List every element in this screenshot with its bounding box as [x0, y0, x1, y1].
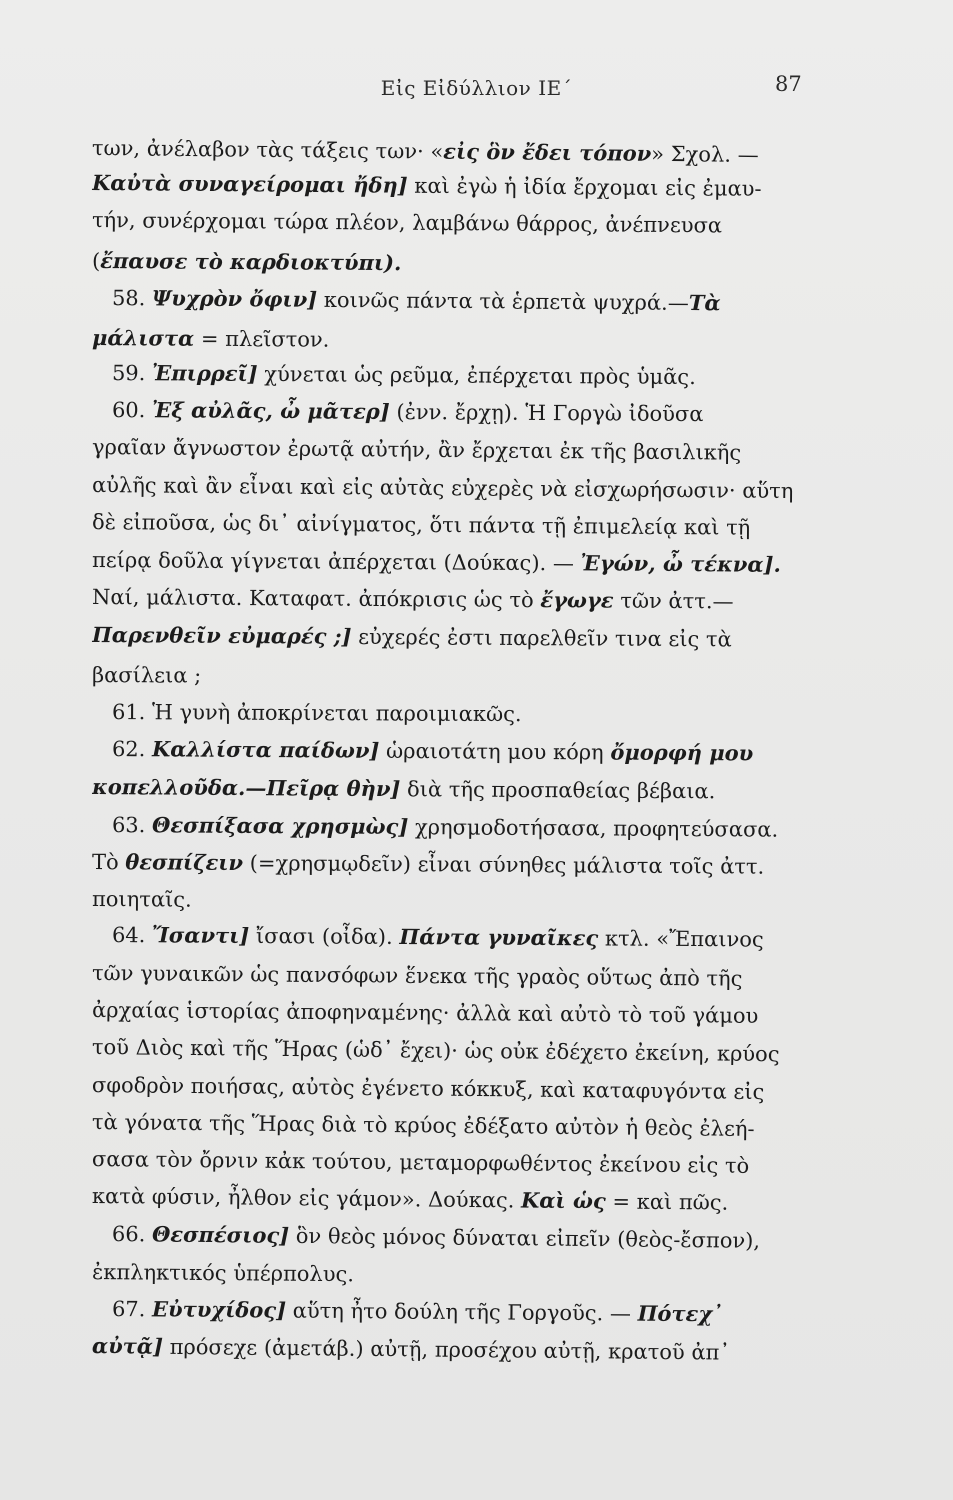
gloss-text: ἀρχαίας ἱστορίας ἀποφηναμένης· ἀλλὰ καὶ αὐτὸ τὸ τοῦ γάμου [91, 998, 759, 1028]
lemma-text: Εὐτυχίδος] [151, 1296, 287, 1323]
gloss-text: » Σχολ. — [651, 141, 759, 167]
gloss-text: = καὶ πῶς. [605, 1189, 729, 1215]
page-number: 87 [775, 72, 802, 96]
gloss-text: Τὸ [91, 850, 126, 875]
text-line [92, 507, 832, 543]
text-line [92, 582, 832, 617]
lemma-text: ὄμορφή μου [610, 739, 754, 766]
gloss-text: ὃν θεὸς μόνος δύναται εἰπεῖν (θεὸς-ἔσπον), [289, 1223, 761, 1253]
gloss-text: 63. [111, 813, 153, 838]
text-line [112, 1219, 852, 1257]
text-line [92, 133, 832, 171]
text-line [112, 810, 852, 845]
text-line [92, 1331, 832, 1369]
gloss-text: καὶ ἐγὼ ἡ ἰδία ἔρχομαι εἰς ἐμαυ- [407, 173, 762, 201]
gloss-text: πρόσεχε (ἀμετάβ.) αὐτῇ, προσέχου αὐτῇ, κρατοῦ ἀπ᾽ [162, 1334, 731, 1365]
gloss-text: 64. [111, 923, 153, 948]
gloss-text: ἐκπληκτικός ὑπέρπολυς. [91, 1260, 355, 1287]
gloss-text: κατὰ φύσιν, ἦλθον εἰς γάμον». Δούκας. [91, 1184, 522, 1213]
lemma-text: Ἐξ αὐλᾶς, ὦ μᾶτερ] [151, 397, 390, 424]
text-line [112, 920, 852, 955]
text-line [112, 358, 852, 393]
gloss-text: πείρᾳ δοῦλα γίγνεται ἀπέρχεται (Δούκας). — [91, 548, 581, 576]
lemma-text: μάλιστα [91, 325, 195, 351]
gloss-text: ποιηταῖς. [91, 887, 192, 912]
lemma-text: Ἐπιρρεῖ] [151, 360, 258, 387]
lemma-text: Τὰ [688, 290, 721, 316]
text-line [92, 545, 832, 580]
gloss-text: εὐχερές ἐστι παρελθεῖν τινα εἰς τὰ [351, 624, 732, 652]
lemma-text: Καὶ ὡς [520, 1187, 606, 1214]
gloss-text: 66. [111, 1222, 153, 1247]
text-line [92, 246, 832, 281]
gloss-text: τῶν γυναικῶν ὡς πανσόφων ἕνεκα τῆς γραὸς οὕτως ἀπὸ τῆς [91, 961, 743, 991]
text-line [92, 1032, 832, 1070]
lemma-text: Παρενθεῖν εὐμαρές ;] [91, 622, 352, 649]
gloss-text: τὰ γόνατα τῆς Ἥρας διὰ τὸ κρύος ἐδέξατο αὐτὸν ἡ θεὸς ἐλεή- [91, 1110, 755, 1141]
text-line [92, 205, 832, 241]
gloss-text: ὡραιοτάτη μου κόρη [379, 738, 611, 765]
gloss-text: 61. Ἡ γυνὴ ἀποκρίνεται παροιμιακῶς. [111, 700, 522, 727]
gloss-text: τῶν ἀττ.— [613, 588, 734, 614]
text-line [92, 772, 832, 807]
gloss-text: (=χρησμῳδεῖν) εἶναι σύνηθες μάλιστα τοῖς ἀττ. [242, 851, 765, 879]
text-line [92, 1181, 832, 1219]
gloss-text: χύνεται ὡς ρεῦμα, ἐπέρχεται πρὸς ὑμᾶς. [257, 362, 696, 390]
gloss-text: σφοδρὸν ποιήσας, αὐτὸς ἐγένετο κόκκυξ, καὶ καταφυγόντα εἰς [91, 1073, 765, 1105]
lemma-text: Ψυχρὸν ὄφιν] [151, 285, 318, 312]
text-line [92, 1144, 832, 1182]
gloss-text: τήν, συνέρχομαι τώρα πλέον, λαμβάνω θάρρος, ἀνέπνευσα [91, 208, 723, 238]
gloss-text: αὕτη ἦτο δούλη τῆς Γοργοῦς. — [285, 1298, 638, 1326]
lemma-text: ἔπαυσε τὸ καρδιοκτύπι). [100, 248, 402, 276]
gloss-text: 60. [111, 398, 153, 423]
text-line [92, 620, 832, 655]
gloss-text: 59. [111, 361, 153, 386]
text-line [112, 283, 852, 319]
gloss-text: χρησμοδοτήσασα, προφητεύσασα. [408, 815, 779, 842]
lemma-text: Θεσπέσιος] [151, 1221, 290, 1248]
gloss-text: γραῖαν ἄγνωστον ἐρωτᾷ αὐτήν, ἂν ἔρχεται ἐκ τῆς βασιλικῆς [91, 435, 742, 465]
lemma-text: αὐτᾷ] [91, 1333, 164, 1359]
gloss-text: 58. [111, 286, 153, 311]
lemma-text: ἔγωγε [540, 587, 614, 613]
gloss-text: βασίλεια ; [91, 663, 202, 688]
gloss-text: δὲ εἰποῦσα, ὡς δι᾽ αἰνίγματος, ὅτι πάντα τῇ ἐπιμελείᾳ καὶ τῇ [91, 510, 751, 540]
gloss-text: σασα τὸν ὄρνιν κἀκ τούτου, μεταμορφωθέντος ἐκείνου εἰς τὸ [91, 1147, 750, 1178]
text-line [112, 395, 852, 430]
gloss-text: 62. [111, 737, 153, 762]
gloss-text: κτλ. «Ἔπαινος [598, 926, 764, 952]
lemma-text: θεσπίζειν [125, 849, 244, 876]
text-line [92, 660, 832, 694]
text-line [112, 1294, 852, 1330]
text-line [112, 697, 852, 731]
lemma-text: Καὐτὰ συναγείρομαι ἤδη] [91, 170, 408, 198]
text-line [92, 323, 832, 358]
text-line [92, 847, 832, 882]
lemma-text: Πότεχ᾽ [637, 1300, 723, 1327]
gloss-text: 67. [111, 1297, 153, 1322]
gloss-text: Ναί, μάλιστα. Καταφατ. ἀπόκρισις ὡς τὸ [91, 585, 541, 613]
lemma-text: Καλλίστα παίδων] [151, 736, 380, 763]
lemma-text: Ἴσαντι] [151, 922, 250, 948]
text-line [92, 1107, 832, 1145]
gloss-text: των, ἀνέλαβον τὰς τάξεις των· « [91, 136, 444, 164]
text-line [92, 1070, 832, 1108]
running-header-title: Εἰς Εἰδύλλιον ΙΕ΄ [380, 76, 573, 100]
lemma-text: εἰς ὃν ἔδει τόπον [443, 138, 652, 166]
gloss-text: τοῦ Διὸς καὶ τῆς Ἥρας (ὡδ᾽ ἔχει)· ὡς οὐκ ἐδέχετο ἐκείνη, κρύος [91, 1035, 780, 1067]
text-line [92, 168, 832, 204]
gloss-text: διὰ τῆς προσπαθείας βέβαια. [400, 777, 716, 804]
text-line [92, 995, 832, 1031]
text-line [92, 432, 832, 468]
gloss-text: ( [91, 249, 101, 274]
text-line [92, 884, 832, 919]
gloss-text: κοινῶς πάντα τὰ ἑρπετὰ ψυχρά.— [317, 287, 689, 316]
gloss-text: = πλεῖστον. [194, 326, 330, 352]
text-line [112, 734, 852, 769]
lemma-text: Πάντα γυναῖκες [399, 924, 599, 951]
text-line [92, 958, 832, 994]
lemma-text: Ἐγών, ὦ τέκνα]. [580, 550, 781, 577]
text-line [92, 470, 832, 506]
lemma-text: κοπελλοῦδα.—Πεῖρᾳ θὴν] [91, 774, 401, 802]
gloss-text: αὐλῆς καὶ ἂν εἶναι καὶ εἰς αὐτὰς εὐχερὲς νὰ εἰσχωρήσωσιν· αὕτη [91, 473, 794, 504]
gloss-text: ἴσασι (οἶδα). [249, 923, 400, 950]
text-line [92, 1257, 832, 1293]
lemma-text: Θεσπίξασα χρησμὼς] [151, 812, 409, 840]
gloss-text: (ἐνν. ἔρχῃ). Ἡ Γοργὼ ἰδοῦσα [389, 399, 704, 427]
